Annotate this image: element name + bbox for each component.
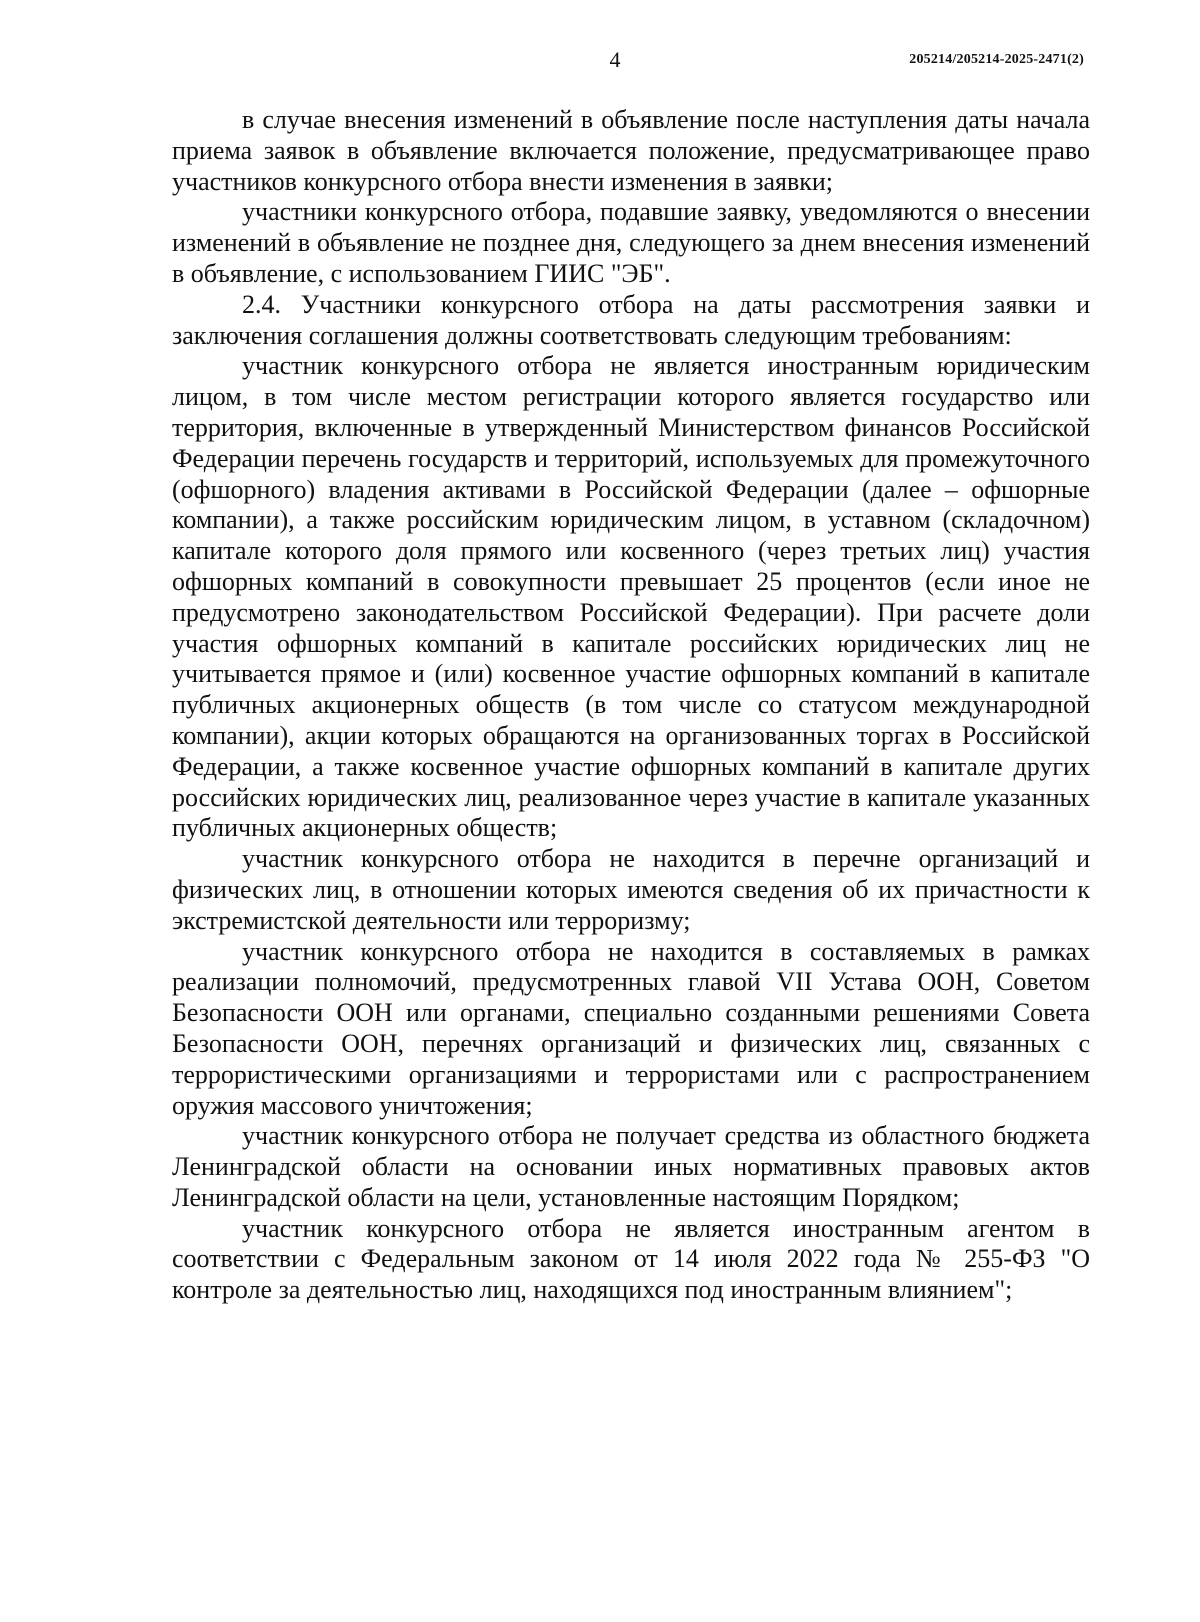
paragraph (172, 937, 1090, 1122)
paragraph (172, 290, 1090, 352)
paragraph (172, 351, 1090, 844)
paragraph (172, 844, 1090, 936)
paragraph-text: участник конкурсного отбора не получает средства из областного бюджета Ленинградской области на основании иных нормативных правовых актов Ленинградской области на цели, установленные настоящим Порядком; (172, 1121, 1090, 1212)
document-code: 205214/205214-2025-2471(2) (909, 52, 1084, 67)
paragraph-text: участник конкурсного отбора не находится в перечне организаций и физических лиц, в отношении которых имеются сведения об их причастности к экстремистской деятельности или терроризму; (172, 844, 1090, 935)
page-number: 4 (609, 47, 621, 72)
paragraph-text: в случае внесения изменений в объявление после наступления даты начала приема заявок в объявление включается положение, предусматривающее право участников конкурсного отбора внести изменения в заявки; (172, 105, 1090, 196)
paragraph-text: 2.4. Участники конкурсного отбора на даты рассмотрения заявки и заключения соглашения должны соответствовать следующим требованиям: (172, 289, 1090, 350)
paragraph (172, 1214, 1090, 1306)
paragraph (172, 105, 1090, 197)
paragraph-text: участник конкурсного отбора не находится в составляемых в рамках реализации полномочий, предусмотренных главой VII Устава ООН, Советом Безопасности ООН или органами, специально созданными решениями Совета Безопасности ООН, перечнях организаций и физических лиц, связанных с террористическими организациями и террористами или с распространением оружия массового уничтожения; (172, 936, 1090, 1120)
document-body (172, 105, 1090, 1306)
paragraph-text: участники конкурсного отбора, подавшие заявку, уведомляются о внесении изменений в объявление не позднее дня, следующего за днем внесения изменений в объявление, с использованием ГИИС "ЭБ". (172, 197, 1090, 288)
paragraph (172, 1121, 1090, 1213)
paragraph (172, 197, 1090, 289)
paragraph-text: участник конкурсного отбора не является иностранным агентом в соответствии с Федеральным законом от 14 июля 2022 года № 255-ФЗ "О контроле за деятельностью лиц, находящихся под иностранным влиянием"; (172, 1213, 1090, 1305)
paragraph-text: участник конкурсного отбора не является иностранным юридическим лицом, в том числе местом регистрации которого является государство или территория, включенные в утвержденный Министерством финансов Российской Федерации перечень государств и территорий, используемых для промежуточного (офшорного) владения активами в Российской Федерации (далее – офшорные компании), а также российским юридическим лицом, в уставном (складочном) капитале которого доля прямого или косвенного (через третьих лиц) участия офшорных компаний в совокупности превышает 25 процентов (если иное не предусмотрено законодательством Российской Федерации). При расчете доли участия офшорных компаний в капитале российских юридических лиц не учитывается прямое и (или) косвенное участие офшорных компаний в капитале публичных акционерных обществ (в том числе со статусом международной компании), акции которых обращаются на организованных торгах в Российской Федерации, а также косвенное участие офшорных компаний в капитале других российских юридических лиц, реализованное через участие в капитале указанных публичных акционерных обществ; (172, 351, 1090, 843)
